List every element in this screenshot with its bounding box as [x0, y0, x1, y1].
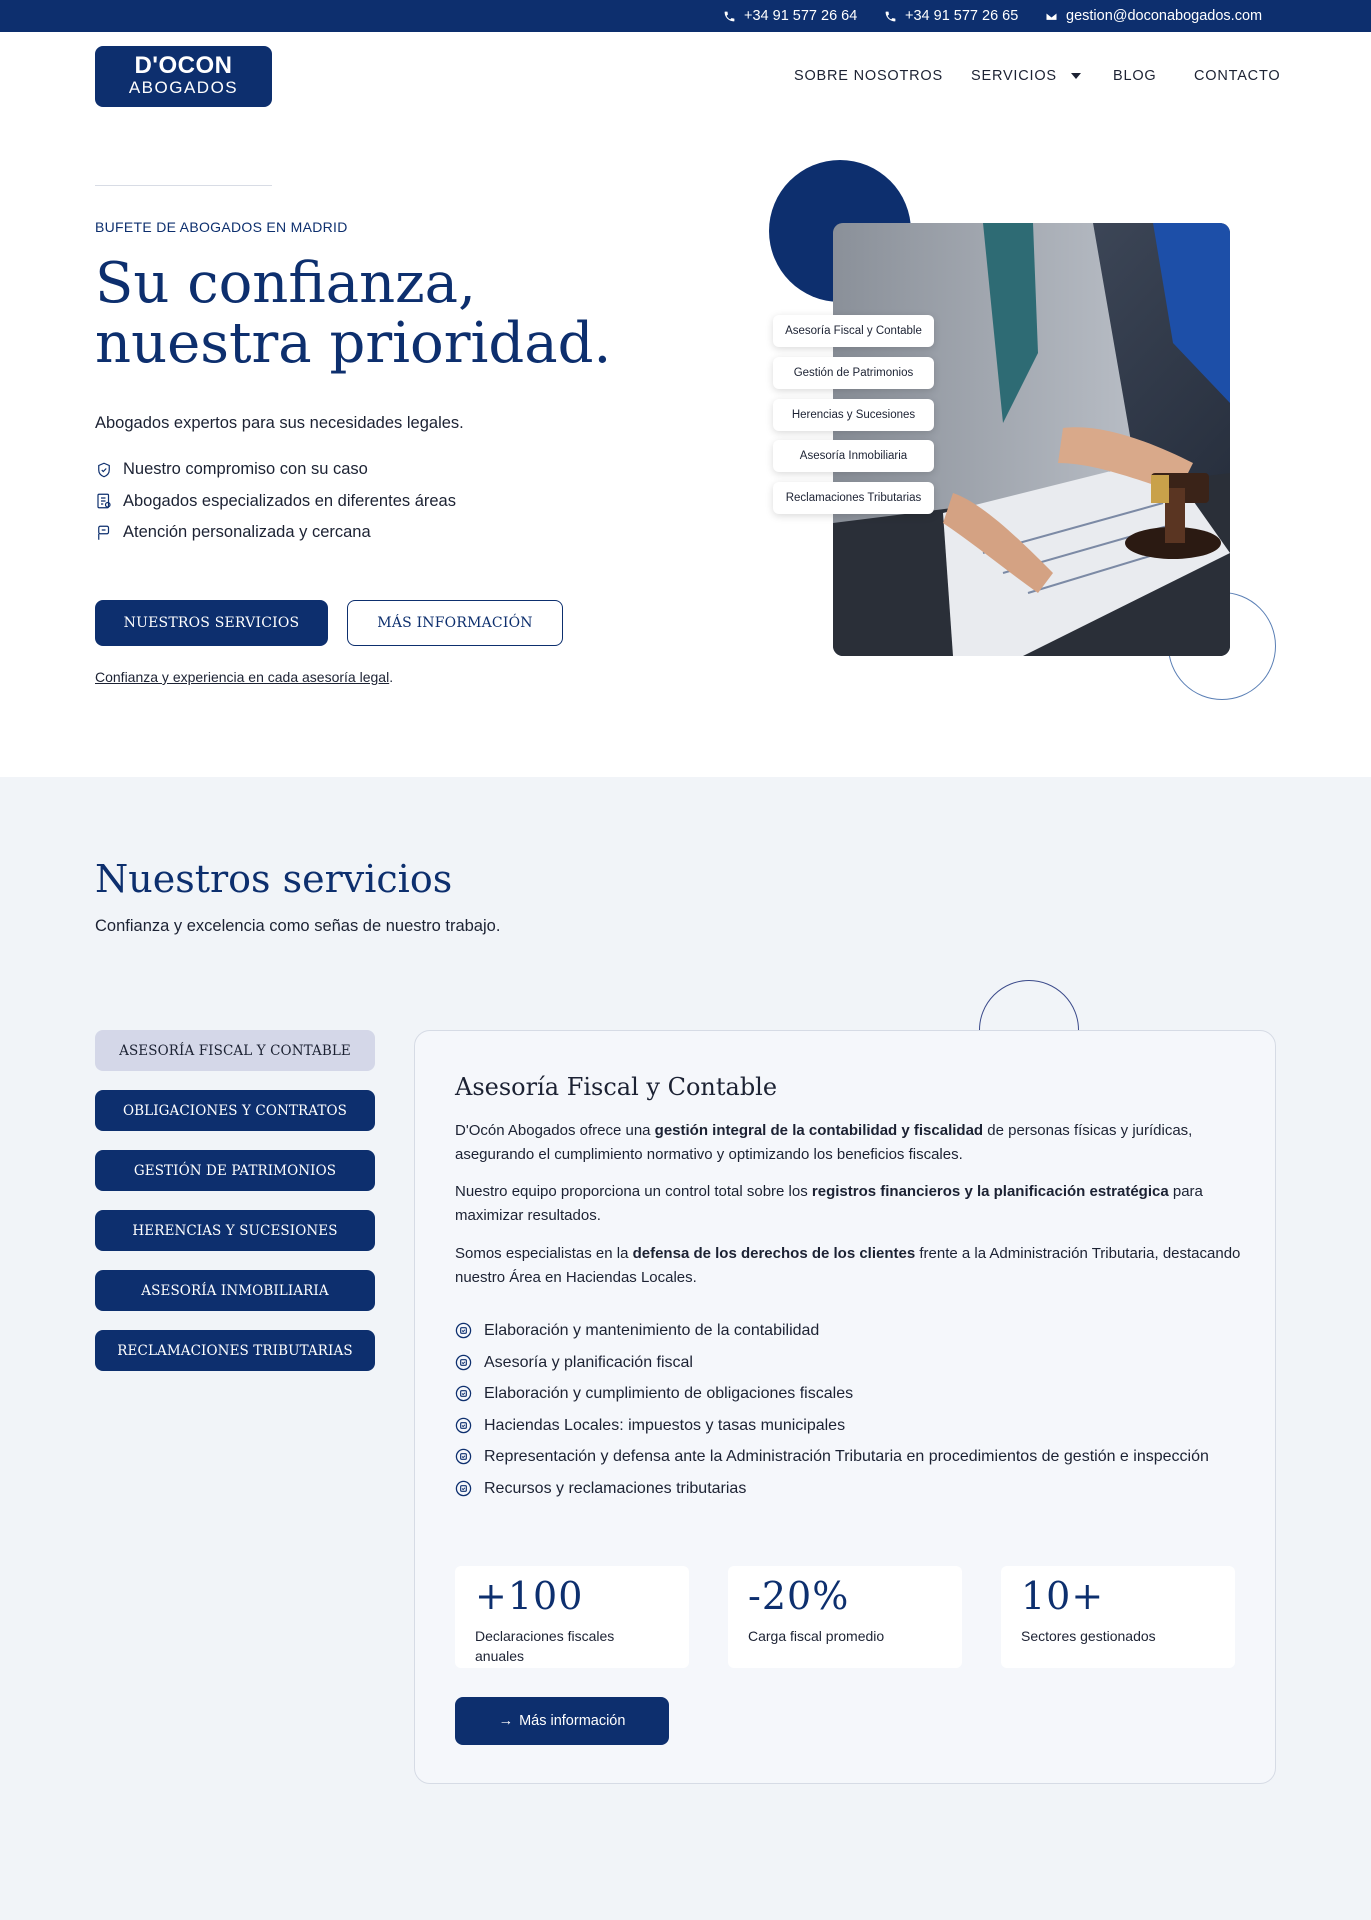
bold-text: registros financieros y la planificación estratégica	[811, 1183, 1169, 1200]
list-item	[455, 1445, 1215, 1468]
section-title: Nuestros servicios	[95, 857, 453, 901]
stat-card	[1001, 1566, 1235, 1668]
stat-value: -20%	[748, 1574, 850, 1618]
site-header	[0, 32, 1371, 122]
arrow-right-icon: →	[498, 1713, 514, 1729]
stat-card	[455, 1566, 689, 1668]
stat-value: +100	[475, 1574, 584, 1618]
email-link[interactable]	[1045, 8, 1262, 24]
stat-label: Carga fiscal promedio	[748, 1628, 885, 1644]
button-label: Más información	[519, 1713, 626, 1729]
envelope-icon	[1045, 10, 1058, 23]
tab-gestion-patrimonios[interactable]: GESTIÓN DE PATRIMONIOS	[95, 1150, 375, 1191]
checklist-text: Asesoría y planificación fiscal	[484, 1353, 693, 1371]
bold-text: defensa de los derechos de los clientes	[632, 1245, 916, 1262]
checklist-text: Elaboración y mantenimiento de la contabilidad	[484, 1322, 820, 1339]
nav-label: BLOG	[1113, 68, 1157, 84]
tab-asesoria-inmobiliaria[interactable]: ASESORÍA INMOBILIARIA	[95, 1270, 375, 1311]
panel-paragraph-1	[455, 1119, 1245, 1167]
tab-reclamaciones-tributarias[interactable]: RECLAMACIONES TRIBUTARIAS	[95, 1330, 375, 1371]
checklist-text: Haciendas Locales: impuestos y tasas municipales	[484, 1416, 846, 1434]
document-icon	[95, 492, 113, 510]
hero-text-link[interactable]: Confianza y experiencia en cada asesoría legal	[95, 669, 390, 685]
check-circle-icon	[455, 1385, 472, 1402]
service-tag: Asesoría Fiscal y Contable	[773, 315, 934, 347]
panel-title: Asesoría Fiscal y Contable	[455, 1073, 778, 1101]
check-circle-icon	[455, 1417, 472, 1434]
tab-asesoria-fiscal[interactable]: ASESORÍA FISCAL Y CONTABLE	[95, 1030, 375, 1071]
logo[interactable]	[95, 46, 272, 107]
list-item	[95, 486, 456, 518]
text: D'Ocón Abogados ofrece una	[455, 1122, 655, 1139]
mas-informacion-panel-button[interactable]	[455, 1697, 669, 1745]
list-item	[95, 454, 456, 486]
list-item	[455, 1351, 1215, 1374]
phone-number-2: +34 91 577 26 65	[905, 8, 1019, 24]
phone-icon	[884, 10, 897, 23]
nav-label: CONTACTO	[1194, 68, 1281, 84]
list-item	[455, 1319, 1215, 1342]
check-circle-icon	[455, 1322, 472, 1339]
list-item	[95, 517, 456, 549]
checklist-text: Representación y defensa ante la Administración Tributaria en procedimientos de gestión e inspección	[484, 1448, 1209, 1465]
text: de personas físicas y jurídicas, asegurando el cumplimiento normativo y optimizando los beneficios fiscales.	[455, 1122, 1193, 1163]
list-item	[455, 1477, 1215, 1500]
stat-label: Sectores gestionados	[1021, 1628, 1156, 1644]
hero-eyebrow: BUFETE DE ABOGADOS EN MADRID	[95, 219, 348, 235]
text: frente a la Administración Tributaria, destacando nuestro Área en Haciendas Locales.	[455, 1245, 1241, 1286]
nav-sobre-nosotros[interactable]	[794, 68, 943, 84]
hero-link-row	[95, 669, 393, 685]
service-panel	[414, 1030, 1276, 1784]
nav-blog[interactable]	[1113, 68, 1157, 84]
nav-contacto[interactable]	[1194, 68, 1280, 84]
nav-label: SERVICIOS	[971, 68, 1057, 84]
feature-text: Abogados especializados en diferentes áreas	[123, 491, 456, 510]
list-item	[455, 1414, 1215, 1437]
checklist-text: Elaboración y cumplimiento de obligaciones fiscales	[484, 1385, 854, 1402]
section-subtitle: Confianza y excelencia como señas de nuestro trabajo.	[95, 917, 501, 935]
service-tag: Asesoría Inmobiliaria	[773, 440, 934, 472]
panel-paragraph-3	[455, 1242, 1245, 1290]
feature-text: Atención personalizada y cercana	[123, 523, 371, 542]
stat-label: Declaraciones fiscales anuales	[475, 1628, 615, 1664]
hero-link-suffix: .	[389, 669, 394, 685]
panel-paragraph-2	[455, 1180, 1245, 1228]
tab-obligaciones-contratos[interactable]: OBLIGACIONES Y CONTRATOS	[95, 1090, 375, 1131]
service-tag: Gestión de Patrimonios	[773, 357, 934, 389]
caret-down-icon	[1071, 73, 1081, 79]
phone-icon	[723, 10, 736, 23]
checklist-text: Recursos y reclamaciones tributarias	[484, 1479, 747, 1497]
list-item	[455, 1382, 1215, 1405]
stat-card	[728, 1566, 962, 1668]
shield-icon	[95, 461, 113, 479]
hero-subtitle: Abogados expertos para sus necesidades legales.	[95, 414, 464, 432]
service-tag: Herencias y Sucesiones	[773, 399, 934, 431]
phone-link-2[interactable]	[884, 8, 1018, 24]
mas-informacion-button[interactable]: MÁS INFORMACIÓN	[347, 600, 563, 646]
nuestros-servicios-button[interactable]: NUESTROS SERVICIOS	[95, 600, 328, 646]
logo-line-1: D'OCON	[134, 52, 233, 79]
hero-feature-list	[95, 454, 456, 549]
stat-value: 10+	[1021, 1574, 1105, 1618]
divider	[95, 185, 272, 186]
feature-text: Nuestro compromiso con su caso	[123, 460, 368, 479]
phone-link-1[interactable]	[723, 8, 857, 24]
service-tabs	[95, 1030, 375, 1390]
phone-number-1: +34 91 577 26 64	[744, 8, 858, 24]
support-icon	[95, 524, 113, 542]
tab-herencias-sucesiones[interactable]: HERENCIAS Y SUCESIONES	[95, 1210, 375, 1251]
services-section	[0, 777, 1371, 1920]
nav-servicios[interactable]	[971, 68, 1081, 84]
service-checklist	[455, 1319, 1215, 1508]
check-circle-icon	[455, 1480, 472, 1497]
text: Somos especialistas en la	[455, 1245, 633, 1262]
email-address: gestion@doconabogados.com	[1066, 8, 1263, 24]
logo-line-2: ABOGADOS	[128, 78, 239, 97]
text: Nuestro equipo proporciona un control total sobre los	[455, 1183, 812, 1200]
hero-section	[0, 122, 1371, 777]
top-contact-bar	[0, 0, 1371, 32]
nav-label: SOBRE NOSOTROS	[794, 68, 943, 84]
check-circle-icon	[455, 1354, 472, 1371]
text: para maximizar resultados.	[455, 1183, 1203, 1224]
bold-text: gestión integral de la contabilidad y fiscalidad	[654, 1122, 984, 1139]
hero-title: Su confianza, nuestra prioridad.	[95, 251, 612, 376]
check-circle-icon	[455, 1448, 472, 1465]
service-tag: Reclamaciones Tributarias	[773, 482, 934, 514]
